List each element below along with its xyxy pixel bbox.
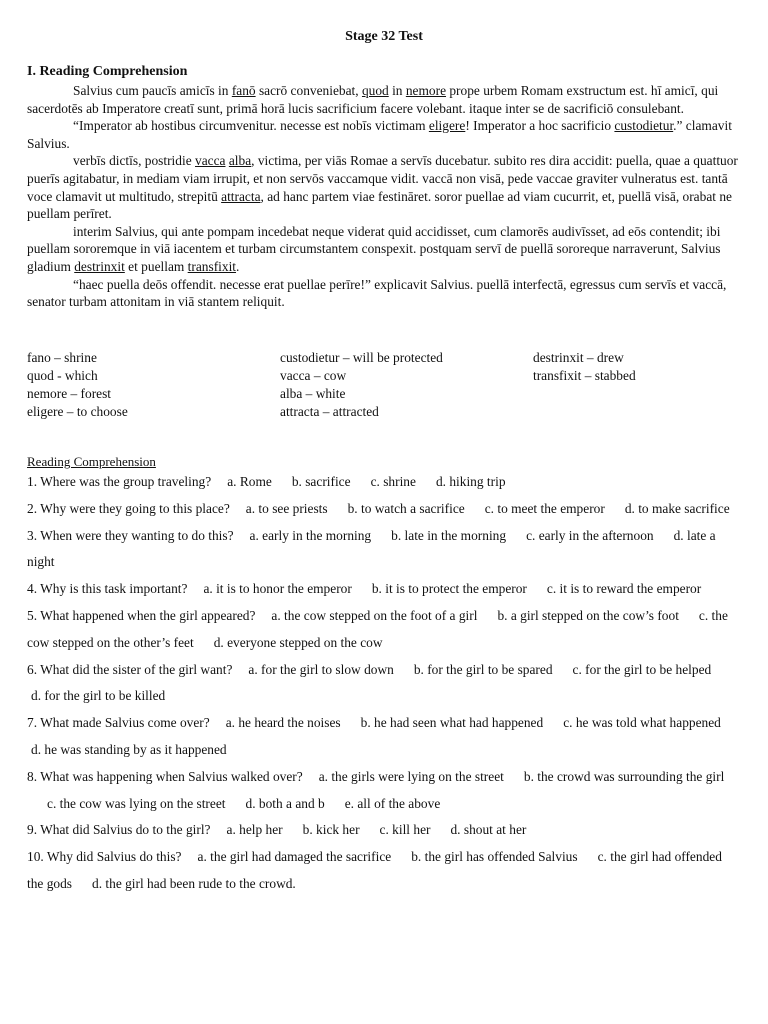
passage-paragraph-2: “Imperator ab hostibus circumvenitur. necesse est nobīs victimam eligere! Imperator a hoc sacrificio custodietur.” clamavit Salvius. <box>27 118 732 151</box>
vocab-term-eligere: eligere <box>428 118 466 134</box>
question-number: 3. <box>27 527 38 543</box>
answer-option: b. the girl has offended Salvius <box>411 849 578 865</box>
vocab-term-destrinxit: destrinxit <box>74 258 125 274</box>
section-heading: I. Reading Comprehension <box>27 64 188 79</box>
answer-option: b. to watch a sacrifice <box>347 500 465 516</box>
vocab-item: eligere – to choose <box>27 404 128 419</box>
question-number: 5. <box>27 607 38 623</box>
answer-option: a. help her <box>226 822 283 838</box>
answer-option: c. shrine <box>370 474 416 489</box>
vocab-column-3 <box>533 349 636 385</box>
question-text: Why did Salvius do this? <box>46 849 182 865</box>
answer-option: e. all of the above <box>344 795 441 811</box>
answer-option: d. everyone stepped on the cow <box>213 634 383 650</box>
vocab-column-2 <box>280 349 443 421</box>
answer-option: a. the girls were lying on the street <box>318 768 504 784</box>
answer-option: b. a girl stepped on the cow’s foot <box>497 607 679 623</box>
vocab-term-quod: quod <box>361 83 389 98</box>
answer-option: a. Rome <box>227 474 272 489</box>
answer-option: d. for the girl to be killed <box>31 688 166 704</box>
answer-option: a. he heard the noises <box>225 715 341 731</box>
page-title: Stage 32 Test <box>345 29 423 44</box>
answer-option: d. to make sacrifice <box>624 500 730 516</box>
question-6 <box>27 657 739 711</box>
vocab-item: fano – shrine <box>27 350 97 365</box>
question-7 <box>27 710 739 764</box>
vocab-item: attracta – attracted <box>280 404 379 419</box>
answer-option: b. for the girl to be spared <box>413 661 553 677</box>
vocab-item: transfixit – stabbed <box>533 368 636 383</box>
vocab-term-transfixit: transfixit <box>187 258 237 274</box>
question-number: 9. <box>27 822 38 838</box>
answer-option: a. to see priests <box>245 500 328 516</box>
answer-option: d. hiking trip <box>435 474 506 489</box>
answer-option: c. the cow was lying on the street <box>47 795 226 811</box>
answer-option: c. early in the afternoon <box>526 527 654 543</box>
answer-option: a. early in the morning <box>249 527 372 543</box>
answer-option: a. the cow stepped on the foot of a girl <box>271 607 478 623</box>
question-text: Where was the group traveling? <box>40 474 212 489</box>
answer-option: b. kick her <box>302 822 360 838</box>
question-4 <box>27 576 739 603</box>
question-text: What did the sister of the girl want? <box>40 661 233 677</box>
answer-option: b. it is to protect the emperor <box>371 581 527 597</box>
answer-option: c. the cow stepped on the other’s feet <box>27 607 728 650</box>
answer-option: b. he had seen what had happened <box>360 715 544 731</box>
answer-option: b. sacrifice <box>291 474 351 489</box>
question-9 <box>27 817 739 844</box>
question-1 <box>27 469 739 496</box>
question-5 <box>27 603 739 657</box>
answer-option: a. the girl had damaged the sacrifice <box>197 849 392 865</box>
vocab-term-alba: alba <box>228 153 252 169</box>
question-3 <box>27 523 739 577</box>
vocab-item: nemore – forest <box>27 386 112 401</box>
vocab-item: destrinxit – drew <box>533 350 624 365</box>
answer-option: d. the girl had been rude to the crowd. <box>92 875 296 891</box>
answer-option: b. the crowd was surrounding the girl <box>523 768 725 784</box>
passage-paragraph-4: interim Salvius, qui ante pompam incedebat neque viderat quid accidisset, cum clamorēs audivīsset, ad eōs contendit; ibi puellam sororemque in viā iacentem et turbam circumstantem conspexit. postquam servī de puellā sororeque narraverunt, Salvius gladium destrinxit et puellam transfixit. <box>27 223 721 274</box>
question-text: What did Salvius do to the girl? <box>40 822 211 838</box>
question-text: Why were they going to this place? <box>40 500 230 516</box>
question-number: 7. <box>27 715 38 731</box>
answer-option: b. late in the morning <box>391 527 507 543</box>
answer-option: d. both a and b <box>245 795 325 811</box>
question-number: 10. <box>27 849 44 865</box>
latin-passage <box>27 82 739 311</box>
vocab-term-nemore: nemore <box>405 83 447 98</box>
answer-option: c. to meet the emperor <box>484 500 605 516</box>
question-number: 4. <box>27 581 38 597</box>
question-number: 2. <box>27 500 38 516</box>
answer-option: c. for the girl to be helped <box>572 661 712 677</box>
vocab-term-vacca: vacca <box>195 153 226 169</box>
vocab-term-custodietur: custodietur <box>614 118 674 134</box>
passage-paragraph-3: verbīs dictīs, postridie vacca alba, victima, per viās Romae a servīs ducebatur. subito res dira accidit: puella, quae a quattuor puerīs agitabatur, in mediam viam irrupit, et non servōs vaccamque vidit. vaccā non visā, pede vaccae graviter vulneratus est. tantā voce clamavit ut multitudo, strepitū attracta, ad hanc partem viae festināret. soror puellae ad viam cucurrit, et, puellā visā, orabat ne puellam perīret. <box>27 153 738 222</box>
question-list <box>27 469 739 898</box>
answer-option: a. it is to honor the emperor <box>203 581 352 597</box>
answer-option: d. late a night <box>27 527 716 570</box>
vocab-term-attracta: attracta <box>221 188 261 204</box>
answer-option: d. shout at her <box>450 822 527 838</box>
question-2 <box>27 496 739 523</box>
vocab-column-1 <box>27 349 128 421</box>
passage-paragraph-1: Salvius cum paucīs amicīs in fanō sacrō conveniebat, quod in nemore prope urbem Romam exstructum est. hī amicī, qui sacerdotēs ab Imperatore creatī sunt, primā horā lucis sacrificium facere volebant. itaque inter se de sacrificiō consulebant. <box>27 83 719 116</box>
passage-paragraph-5: “haec puella deōs offendit. necesse erat puellae perīre!” explicavit Salvius. puellā interfectā, egressus cum servīs et vaccā, senator turbam attonitam in viā stantem reliquit. <box>27 276 727 310</box>
question-number: 6. <box>27 661 38 677</box>
answer-option: c. the girl had offended the gods <box>27 849 722 891</box>
vocab-item: vacca – cow <box>280 368 347 383</box>
answer-option: c. kill her <box>379 822 431 838</box>
question-10 <box>27 844 739 898</box>
question-text: Why is this task important? <box>40 581 188 597</box>
answer-option: c. he was told what happened <box>563 715 721 731</box>
vocab-item: custodietur – will be protected <box>280 350 443 365</box>
question-text: What happened when the girl appeared? <box>40 607 256 623</box>
vocab-item: alba – white <box>280 386 346 401</box>
question-text: What was happening when Salvius walked over? <box>40 768 303 784</box>
answer-option: a. for the girl to slow down <box>248 661 394 677</box>
question-8 <box>27 764 739 818</box>
question-text: When were they wanting to do this? <box>40 527 234 543</box>
answer-option: c. it is to reward the emperor <box>546 581 702 597</box>
question-text: What made Salvius come over? <box>40 715 210 731</box>
vocab-term-fano: fanō <box>231 83 256 98</box>
questions-heading: Reading Comprehension <box>27 454 156 469</box>
answer-option: d. he was standing by as it happened <box>31 741 227 757</box>
question-number: 8. <box>27 768 38 784</box>
question-number: 1. <box>27 474 38 489</box>
vocab-item: quod - which <box>27 368 98 383</box>
